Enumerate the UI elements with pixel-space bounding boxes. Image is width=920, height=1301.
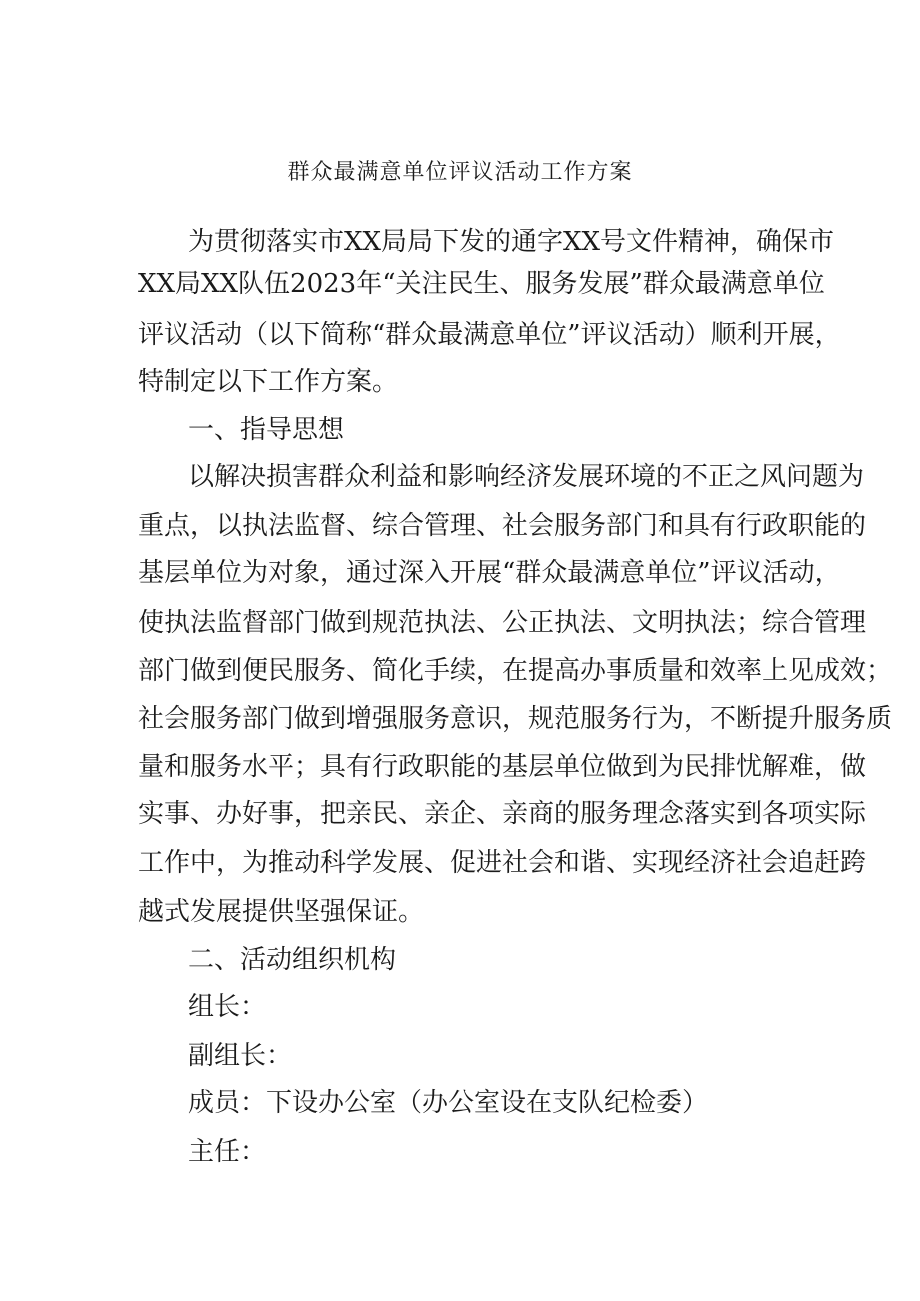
paragraph-line: 评议活动（以下简称“群众最满意单位”评议活动）顺利开展， (138, 320, 841, 350)
paragraph-line: 越式发展提供坚强保证。 (138, 897, 425, 927)
paragraph-line: 工作中，为推动科学发展、促进社会和谐、实现经济社会追赶跨 (138, 848, 867, 878)
paragraph-line: 实事、办好事，把亲民、亲企、亲商的服务理念落实到各项实际 (138, 799, 867, 829)
paragraph-line: 部门做到便民服务、简化手续，在提高办事质量和效率上见成效； (138, 656, 893, 686)
paragraph-line: 社会服务部门做到增强服务意识，规范服务行为，不断提升服务质 (138, 704, 893, 734)
org-role-line: 主任： (188, 1137, 267, 1167)
org-role-line: 副组长： (188, 1041, 293, 1071)
document-title: 群众最满意单位评议活动工作方案 (287, 160, 633, 185)
org-role-line: 成员：下设办公室（办公室设在支队纪检委） (188, 1088, 709, 1118)
section-heading: 二、活动组织机构 (188, 945, 397, 975)
org-role-line: 组长： (188, 992, 267, 1022)
paragraph-line: 特制定以下工作方案。 (138, 367, 399, 397)
paragraph-line: 重点，以执法监督、综合管理、社会服务部门和具有行政职能的 (138, 511, 867, 541)
paragraph-line: 基层单位为对象，通过深入开展“群众最满意单位”评议活动， (138, 558, 841, 588)
section-heading: 一、指导思想 (188, 415, 345, 445)
paragraph-line: 量和服务水平；具有行政职能的基层单位做到为民排忧解难，做 (138, 752, 867, 782)
paragraph-line: 以解决损害群众利益和影响经济发展环境的不正之风问题为 (188, 462, 865, 492)
paragraph-line: 为贯彻落实市XX局局下发的通字XX号文件精神，确保市 (188, 227, 835, 257)
paragraph-line: 使执法监督部门做到规范执法、公正执法、文明执法；综合管理 (138, 608, 867, 638)
paragraph-line: XX局XX队伍2023年“关注民生、服务发展”群众最满意单位 (138, 269, 825, 299)
